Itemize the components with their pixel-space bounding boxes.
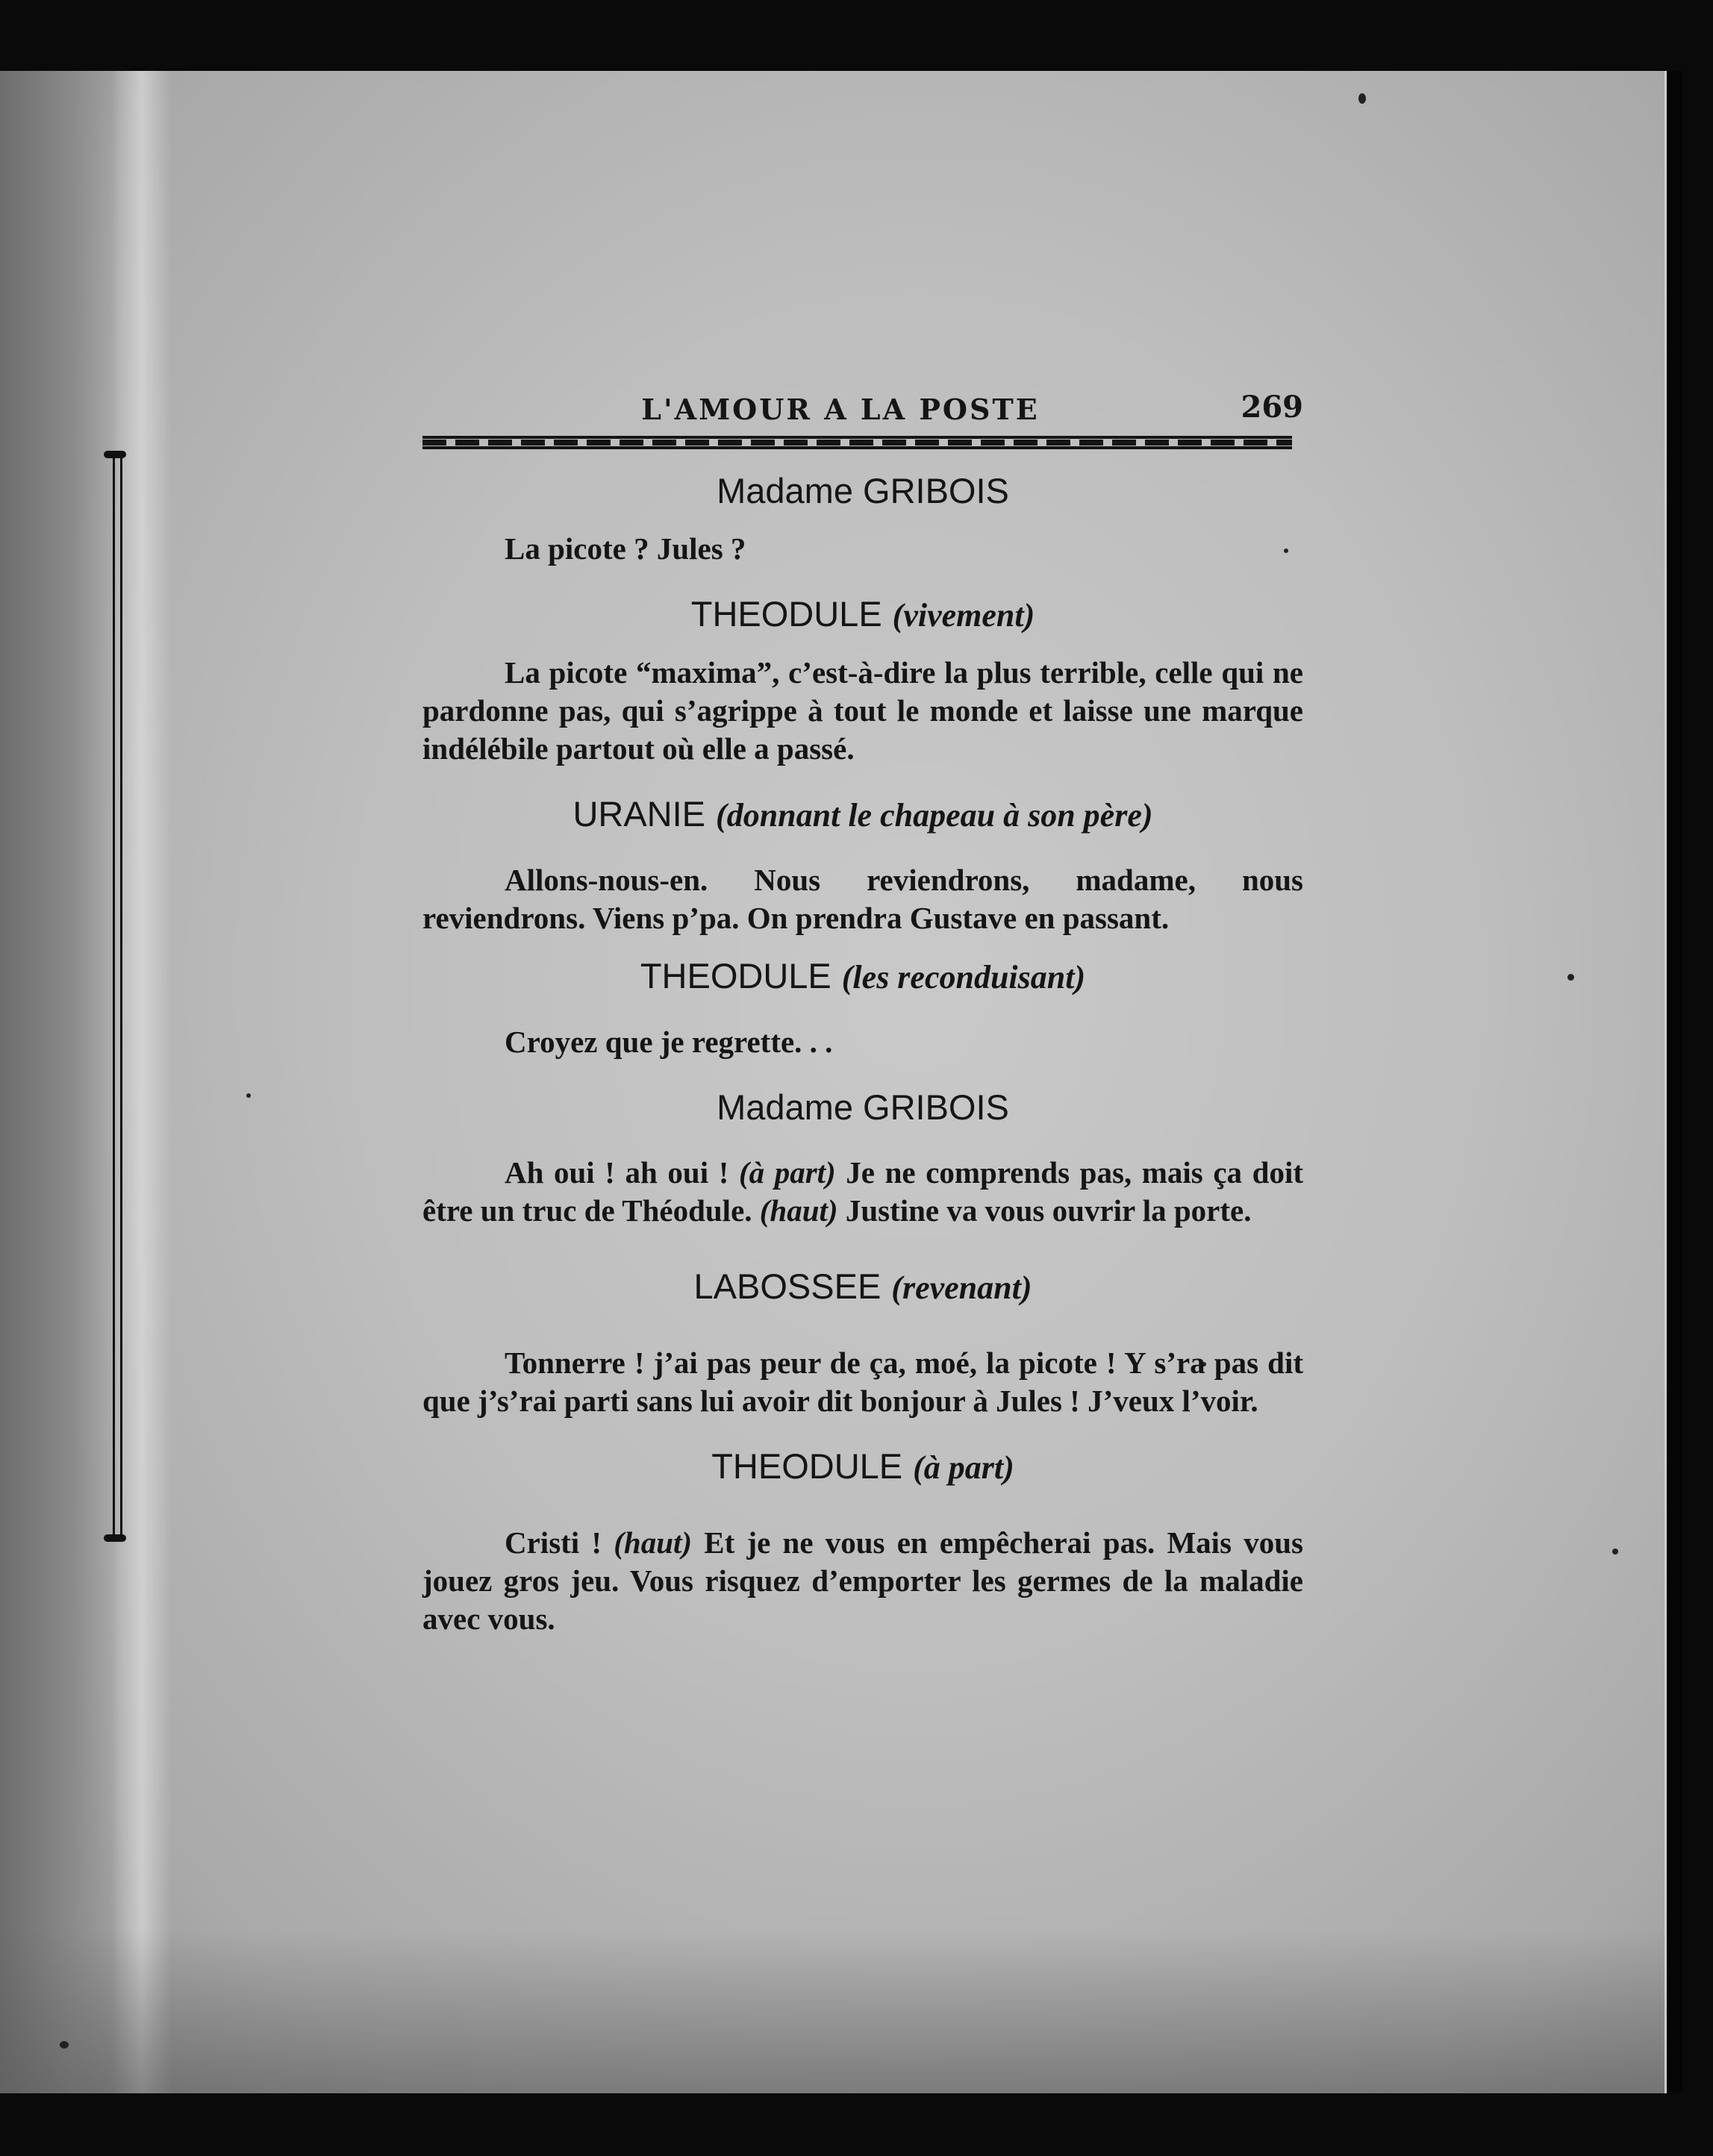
stage-direction: (revenant)	[891, 1269, 1032, 1307]
header-rule-line	[422, 436, 1292, 439]
page-shadow-bottom	[0, 1929, 1664, 2093]
speaker-heading	[422, 1087, 1303, 1128]
dust-speck	[1612, 1549, 1618, 1554]
speech-text: Allons-nous-en. Nous reviendrons, madame, nous reviendrons. Viens p’pa. On prendra Gustave en passant.	[422, 862, 1303, 935]
speech-text	[422, 1524, 1303, 1638]
speech-text: La picote “maxima”, c’est-à-dire la plus terrible, celle qui ne pardonne pas, qui s’agrippe à tout le monde et laisse une marque indélébile partout où elle a passé.	[422, 655, 1303, 766]
speaker-heading	[422, 593, 1303, 636]
stage-direction-inline: (à part)	[738, 1155, 836, 1190]
page-shadow-left	[0, 71, 119, 2093]
dust-speck	[60, 2041, 69, 2049]
running-title: L'AMOUR A LA POSTE	[641, 393, 1040, 426]
stage-direction: (vivement)	[892, 597, 1035, 634]
speech-segment: Ah oui ! ah oui !	[505, 1155, 739, 1190]
speech-text: Croyez que je regrette. . .	[505, 1024, 833, 1059]
dust-speck	[1567, 974, 1574, 981]
page-content	[422, 388, 1303, 1638]
speaker-name: THEODULE	[711, 1446, 903, 1486]
speaker-name: URANIE	[572, 794, 706, 834]
speaker-heading	[422, 955, 1303, 998]
scan-edge-border	[1664, 71, 1682, 2093]
speaker-heading	[422, 1266, 1303, 1308]
speaker-name: Madame GRIBOIS	[717, 471, 1009, 510]
stage-direction-inline: (haut)	[759, 1193, 838, 1228]
dust-speck	[246, 1093, 251, 1098]
speaker-name: THEODULE	[690, 594, 882, 634]
speech-segment: Cristi !	[505, 1525, 614, 1560]
header-rule-braid	[422, 440, 1292, 446]
speech-text: La picote ? Jules ?	[505, 531, 746, 566]
binding-rule	[113, 455, 115, 1537]
binding-ornament	[108, 455, 126, 1537]
stage-direction: (à part)	[913, 1449, 1014, 1486]
speaker-name: LABOSSEE	[693, 1266, 882, 1307]
speaker-heading	[422, 793, 1303, 836]
binding-cap-bottom	[104, 1534, 126, 1542]
speech-text: Tonnerre ! j’ai pas peur de ça, moé, la picote ! Y s’ra pas dit que j’s’rai parti sans lui avoir dit bonjour à Jules ! J’veux l’voir.	[422, 1345, 1303, 1418]
stage-direction: (les reconduisant)	[841, 958, 1086, 996]
stage-direction-inline: (haut)	[614, 1525, 693, 1560]
running-head	[422, 388, 1303, 433]
speaker-name: THEODULE	[640, 955, 831, 996]
binding-rule	[120, 455, 122, 1537]
speaker-heading	[422, 470, 1303, 512]
stage-direction: (donnant le chapeau à son père)	[716, 797, 1153, 834]
page-number: 269	[1241, 390, 1303, 425]
binding-cap-top	[104, 451, 126, 458]
speech-segment: Je ne comprends pas, mais ça doit être un truc de Théodule.	[422, 1155, 1303, 1228]
dust-speck	[1358, 93, 1366, 104]
speaker-heading	[422, 1446, 1303, 1488]
speech-segment: Et je ne vous en empêcherai pas. Mais vous jouez gros jeu. Vous risquez d’emporter les germes de la maladie avec vous.	[422, 1525, 1303, 1636]
speech-text	[422, 1154, 1303, 1230]
speech-segment: Justine va vous ouvrir la porte.	[837, 1193, 1252, 1228]
header-rule	[422, 436, 1303, 452]
speaker-name: Madame GRIBOIS	[717, 1087, 1009, 1127]
header-rule-line	[422, 446, 1292, 449]
